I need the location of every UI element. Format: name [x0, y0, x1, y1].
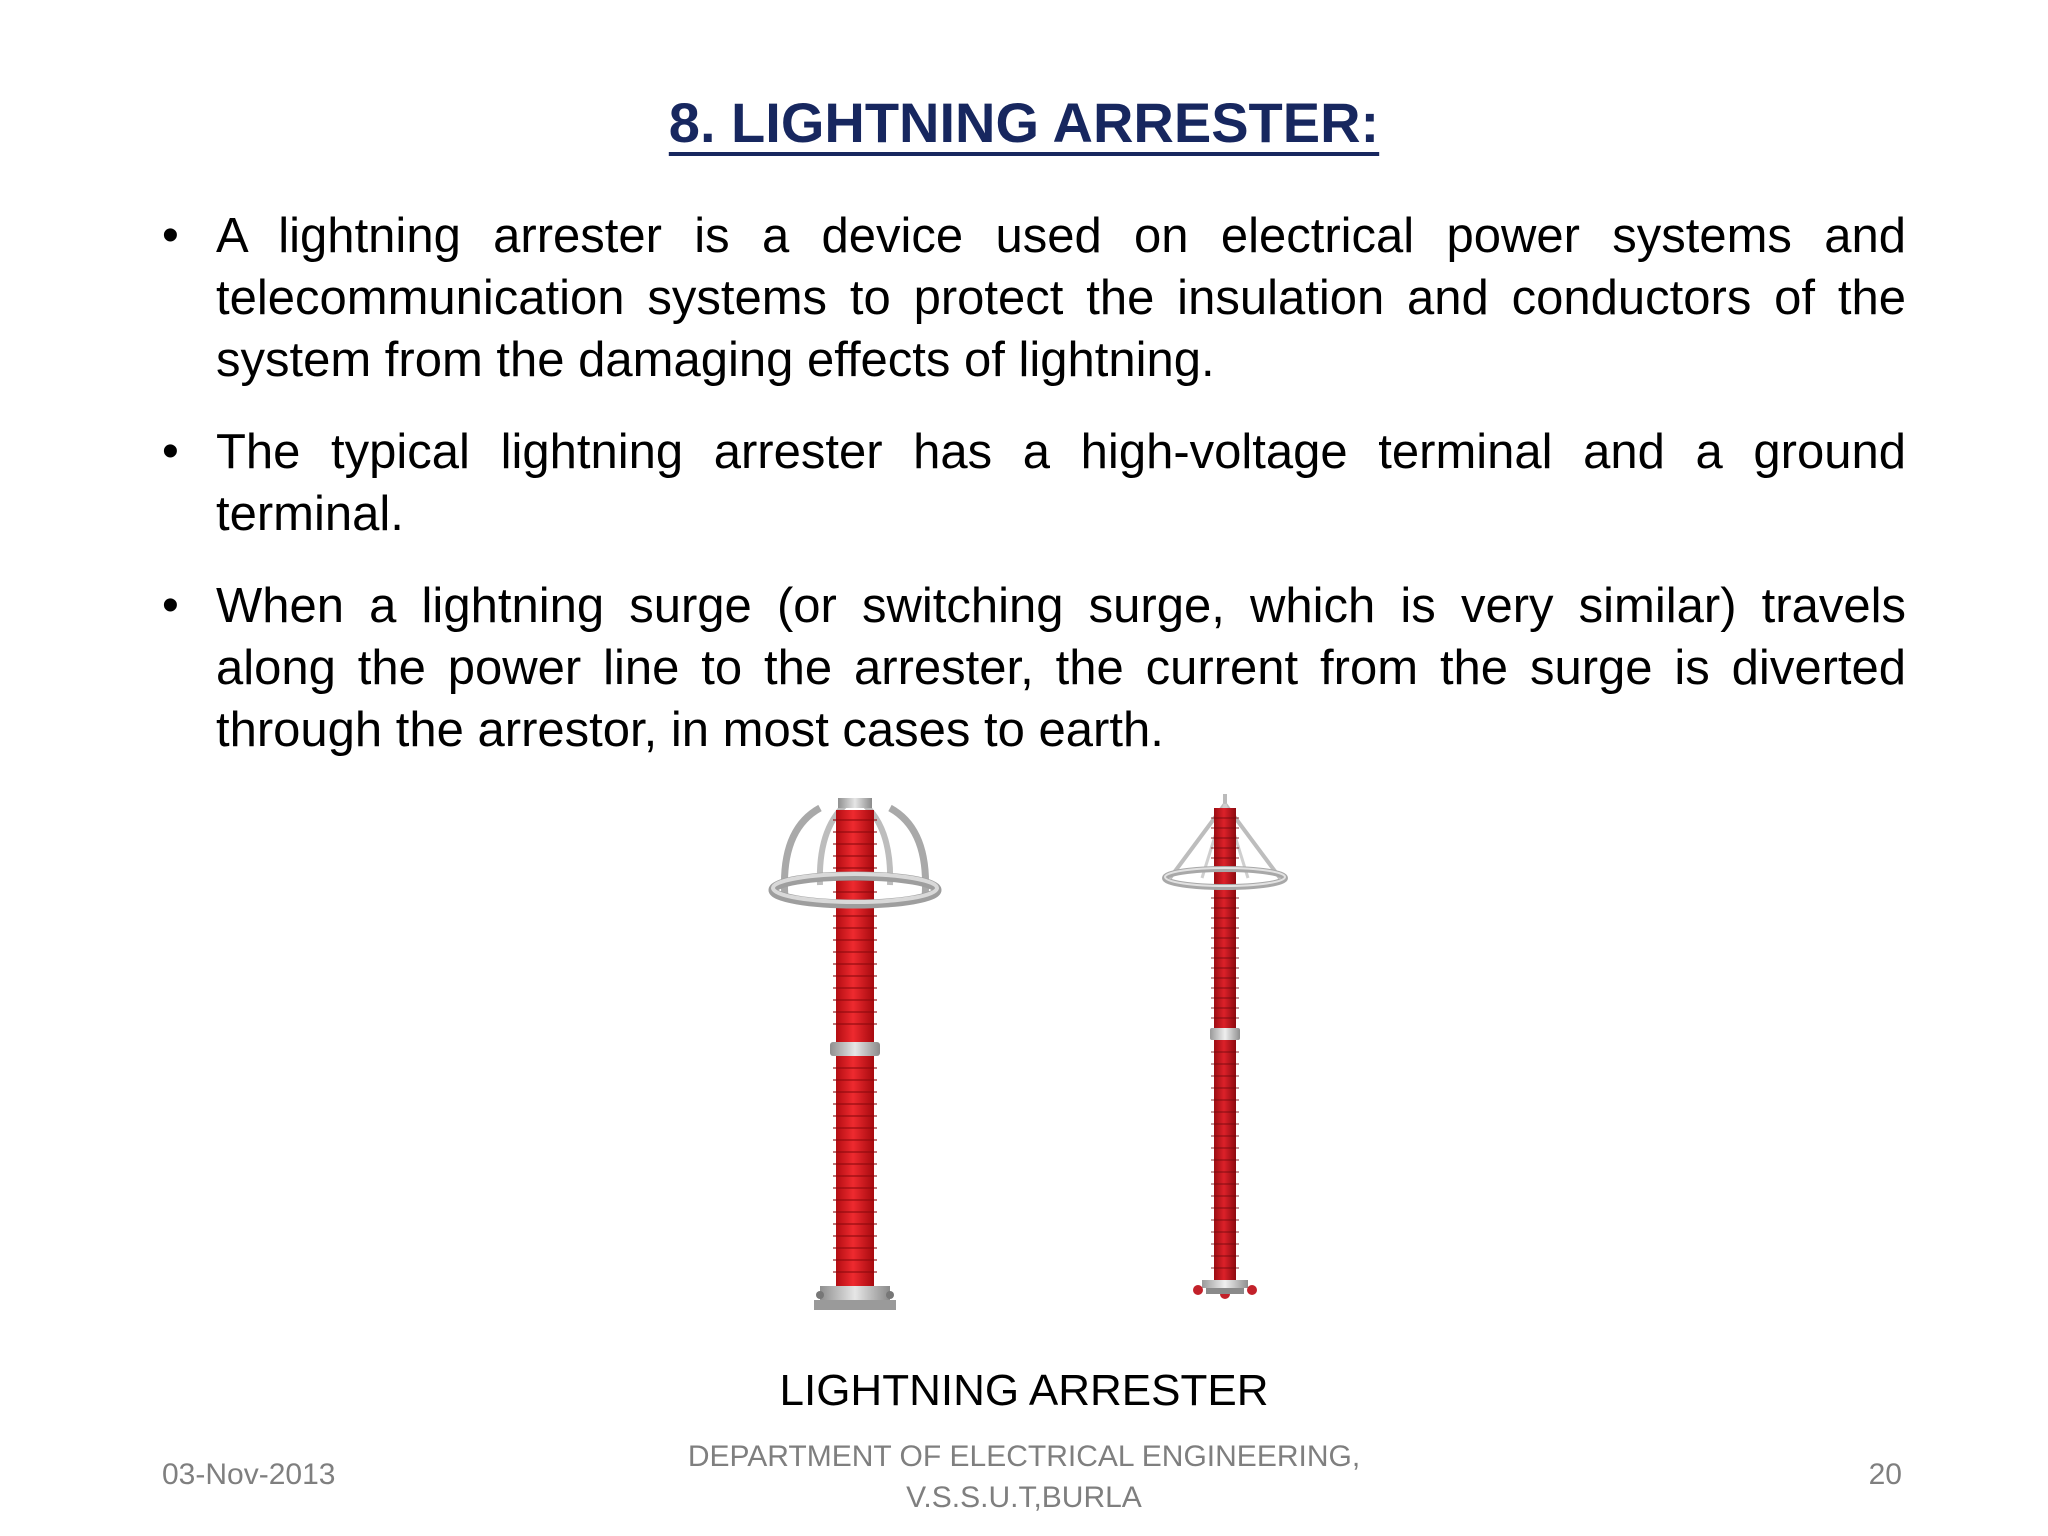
- slide-title-text: 8. LIGHTNING ARRESTER:: [668, 91, 1380, 154]
- arrester-photo-small: [1140, 790, 1310, 1330]
- footer-department-line2: V.S.S.U.T,BURLA: [906, 1481, 1142, 1514]
- bullet-marker: •: [162, 425, 179, 478]
- figure-caption: LIGHTNING ARRESTER: [779, 1366, 1269, 1415]
- arrester-photo-large: [740, 790, 970, 1330]
- bullet-item: [160, 575, 1906, 761]
- bullet-text: The typical lightning arrester has a high-voltage terminal and a ground terminal.: [216, 425, 1906, 541]
- bullet-marker: •: [162, 209, 179, 262]
- arrester-photos: [740, 790, 1360, 1330]
- bullet-item: [160, 205, 1906, 391]
- slide-title: [0, 90, 2048, 155]
- footer-department: [624, 1436, 1424, 1518]
- footer-department-line1: DEPARTMENT OF ELECTRICAL ENGINEERING,: [687, 1440, 1361, 1473]
- bullet-list: [160, 205, 1906, 791]
- bullet-marker: •: [162, 579, 179, 632]
- page-number: 20: [1868, 1458, 1902, 1491]
- bullet-text: A lightning arrester is a device used on electrical power systems and telecommunication systems to protect the insulation and conductors of the system from the damaging effects of lightning.: [216, 209, 1906, 387]
- footer-date: 03-Nov-2013: [162, 1458, 336, 1491]
- bullet-item: [160, 421, 1906, 545]
- bullet-text: When a lightning surge (or switching surge, which is very similar) travels along the power line to the arrester, the current from the surge is diverted through the arrestor, in most cases to earth.: [216, 579, 1906, 757]
